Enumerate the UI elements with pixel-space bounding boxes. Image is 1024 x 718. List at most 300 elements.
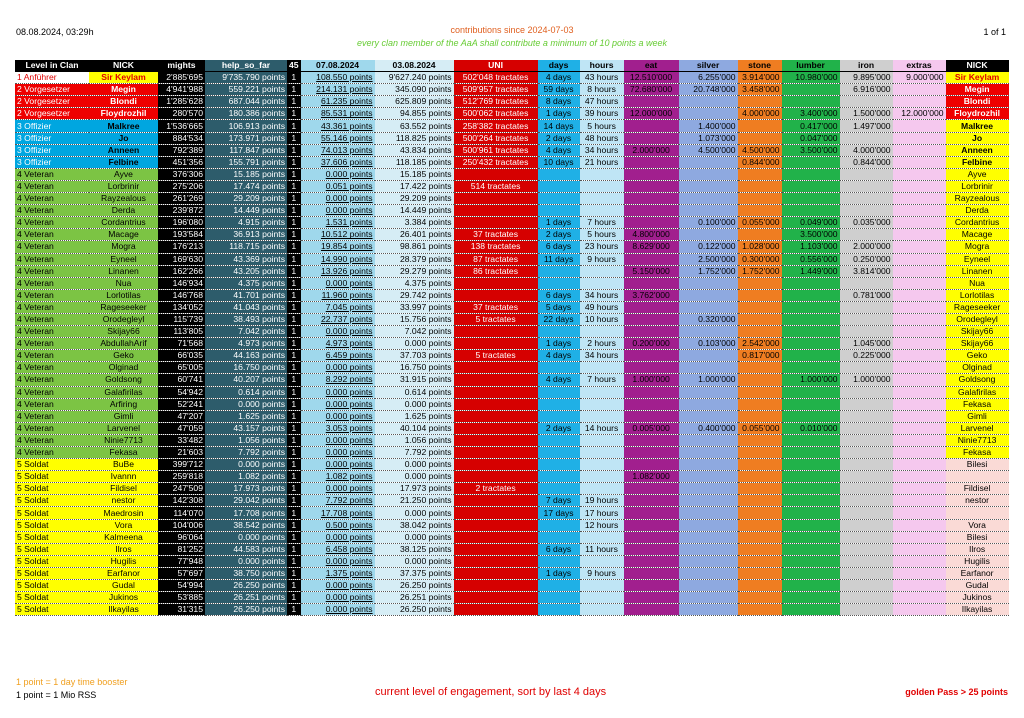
mights-cell: 146'768 [158,289,205,301]
stone-cell [738,495,782,507]
table-row [15,495,1009,507]
help-so-far-cell: 29.209 points [205,193,287,205]
mights-cell: 399'712 [158,459,205,471]
nick-cell: Lorlotilas [89,289,158,301]
stone-cell [738,168,782,180]
count-cell: 1 [287,592,301,604]
help-so-far-cell: 38.493 points [205,313,287,325]
extras-cell [893,241,946,253]
silver-cell [679,180,738,192]
eat-cell: 3.762'000 [624,289,679,301]
points-0308-cell: 28.379 points [375,253,454,265]
nick-cell: Rageseeker [89,301,158,313]
extras-cell: 12.000'000 [893,108,946,120]
uni-cell [454,362,538,374]
points-0708-cell: 7.792 points [301,495,375,507]
points-0308-cell: 63.552 points [375,120,454,132]
extras-cell [893,277,946,289]
points-0708-cell: 8.292 points [301,374,375,386]
extras-cell [893,180,946,192]
hours-cell: 34 hours [580,289,624,301]
nick-end-cell: Bilesi [946,531,1009,543]
help-so-far-cell: 43.369 points [205,253,287,265]
extras-cell [893,193,946,205]
stone-cell: 4.500'000 [738,144,782,156]
contributions-table [15,60,1009,616]
rank-cell: 4 Veteran [15,168,89,180]
help-so-far-cell: 44.163 points [205,350,287,362]
count-cell: 1 [287,84,301,96]
stone-cell [738,362,782,374]
nick-end-cell: Hugilis [946,555,1009,567]
rank-cell: 3 Offizier [15,156,89,168]
hours-cell [580,459,624,471]
uni-cell [454,277,538,289]
uni-cell [454,434,538,446]
iron-cell: 0.781'000 [840,289,893,301]
lumber-cell: 1.449'000 [782,265,840,277]
lumber-cell [782,459,840,471]
stone-cell [738,447,782,459]
days-cell [538,386,580,398]
table-row [15,386,1009,398]
nick-end-cell: Fildisel [946,483,1009,495]
points-0308-cell: 37.375 points [375,567,454,579]
stone-cell [738,193,782,205]
points-0708-cell: 0.000 points [301,205,375,217]
rank-cell: 2 Vorgesetzer [15,96,89,108]
nick-end-cell: Earfanor [946,567,1009,579]
uni-cell [454,289,538,301]
stone-cell [738,386,782,398]
uni-cell [454,580,538,592]
hours-cell [580,447,624,459]
points-0708-cell: 7.045 points [301,301,375,313]
points-0308-cell: 0.000 points [375,555,454,567]
count-cell: 1 [287,277,301,289]
stone-cell [738,604,782,616]
lumber-cell [782,483,840,495]
iron-cell [840,193,893,205]
silver-cell: 0.122'000 [679,241,738,253]
nick-cell: Linanen [89,265,158,277]
stone-cell [738,229,782,241]
hours-cell: 17 hours [580,507,624,519]
nick-end-cell: Felbine [946,156,1009,168]
header-cell: NICK [946,60,1009,72]
lumber-cell [782,205,840,217]
uni-cell [454,531,538,543]
lumber-cell [782,326,840,338]
days-cell [538,555,580,567]
points-0308-cell: 345.090 points [375,84,454,96]
iron-cell: 2.000'000 [840,241,893,253]
eat-cell [624,277,679,289]
points-0308-cell: 37.703 points [375,350,454,362]
count-cell: 1 [287,229,301,241]
rank-cell: 4 Veteran [15,217,89,229]
table-row [15,398,1009,410]
mights-cell: 31'315 [158,604,205,616]
eat-cell [624,326,679,338]
points-0308-cell: 29.279 points [375,265,454,277]
mights-cell: 47'059 [158,422,205,434]
help-so-far-cell: 687.044 points [205,96,287,108]
points-0708-cell: 0.500 points [301,519,375,531]
header-cell: 45 [289,60,299,71]
eat-cell [624,217,679,229]
points-0308-cell: 9'627.240 points [375,72,454,84]
rank-cell: 5 Soldat [15,507,89,519]
stone-cell: 0.300'000 [738,253,782,265]
points-0708-cell: 74.013 points [301,144,375,156]
points-0308-cell: 43.834 points [375,144,454,156]
silver-cell: 2.500'000 [679,253,738,265]
points-0308-cell: 16.750 points [375,362,454,374]
extras-cell [893,362,946,374]
lumber-cell [782,180,840,192]
nick-cell: Vora [89,519,158,531]
silver-cell [679,386,738,398]
extras-cell [893,386,946,398]
days-cell: 2 days [538,422,580,434]
points-0708-cell: 0.000 points [301,168,375,180]
eat-cell [624,580,679,592]
points-0708-cell: 61.235 points [301,96,375,108]
uni-cell: 514 tractates [454,180,538,192]
extras-cell [893,495,946,507]
days-cell [538,519,580,531]
days-cell: 6 days [538,241,580,253]
nick-cell: Cordantrius [89,217,158,229]
iron-cell [840,495,893,507]
eat-cell [624,483,679,495]
stone-cell: 3.458'000 [738,84,782,96]
stone-cell [738,180,782,192]
count-cell: 1 [287,313,301,325]
eat-cell [624,96,679,108]
points-0308-cell: 21.250 points [375,495,454,507]
count-cell: 1 [287,144,301,156]
stone-cell: 0.844'000 [738,156,782,168]
header-cell: Level in Clan [15,60,89,72]
count-cell: 1 [287,180,301,192]
points-0308-cell: 0.000 points [375,398,454,410]
mights-cell: 4'941'988 [158,84,205,96]
silver-cell [679,434,738,446]
nick-end-cell: Cordantrius [946,217,1009,229]
points-0308-cell: 3.384 points [375,217,454,229]
days-cell [538,483,580,495]
nick-cell: Larvenel [89,422,158,434]
help-so-far-cell: 106.913 points [205,120,287,132]
days-cell: 1 days [538,338,580,350]
table-row [15,374,1009,386]
uni-cell: 2 tractates [454,483,538,495]
uni-cell [454,374,538,386]
points-0308-cell: 26.250 points [375,580,454,592]
nick-end-cell: Megin [946,84,1009,96]
uni-cell [454,338,538,350]
nick-end-cell: Ayve [946,168,1009,180]
help-so-far-cell: 41.701 points [205,289,287,301]
hours-cell [580,592,624,604]
rank-cell: 4 Veteran [15,350,89,362]
header-cell: 03.08.2024 [375,60,454,72]
print-date: 08.08.2024, 03:29h [16,27,94,37]
header-cell: silver [679,60,738,72]
lumber-cell: 0.556'000 [782,253,840,265]
iron-cell: 3.814'000 [840,265,893,277]
count-cell: 1 [287,132,301,144]
stone-cell [738,96,782,108]
extras-cell [893,447,946,459]
uni-cell: 512'769 tractates [454,96,538,108]
stone-cell [738,289,782,301]
table-row [15,132,1009,144]
table-row [15,96,1009,108]
nick-end-cell: Skijay66 [946,338,1009,350]
extras-cell [893,253,946,265]
nick-end-cell: Geko [946,350,1009,362]
nick-end-cell: Fekasa [946,447,1009,459]
hours-cell: 7 hours [580,217,624,229]
rank-cell: 4 Veteran [15,180,89,192]
mights-cell: 47'207 [158,410,205,422]
points-0708-cell: 0.051 points [301,180,375,192]
help-so-far-cell: 15.185 points [205,168,287,180]
uni-cell [454,193,538,205]
days-cell [538,193,580,205]
hours-cell [580,555,624,567]
lumber-cell [782,507,840,519]
mights-cell: 247'509 [158,483,205,495]
points-0308-cell: 1.056 points [375,434,454,446]
rank-cell: 4 Veteran [15,434,89,446]
help-so-far-cell: 173.971 points [205,132,287,144]
rank-cell: 3 Offizier [15,120,89,132]
eat-cell [624,567,679,579]
days-cell [538,205,580,217]
hours-cell: 14 hours [580,422,624,434]
eat-cell [624,410,679,422]
points-0308-cell: 0.000 points [375,459,454,471]
points-0708-cell: 0.000 points [301,483,375,495]
iron-cell: 0.844'000 [840,156,893,168]
mights-cell: 142'308 [158,495,205,507]
uni-cell [454,205,538,217]
count-cell: 1 [287,555,301,567]
eat-cell [624,168,679,180]
points-0708-cell: 0.000 points [301,277,375,289]
help-so-far-cell: 7.042 points [205,326,287,338]
iron-cell [840,410,893,422]
help-so-far-cell: 117.847 points [205,144,287,156]
help-so-far-cell: 1.082 points [205,471,287,483]
mights-cell: 1'536'665 [158,120,205,132]
table-row [15,277,1009,289]
count-cell: 1 [287,567,301,579]
silver-cell [679,350,738,362]
nick-cell: Earfanor [89,567,158,579]
nick-end-cell: Skijay66 [946,326,1009,338]
eat-cell: 5.150'000 [624,265,679,277]
lumber-cell [782,410,840,422]
eat-cell [624,459,679,471]
rank-cell: 4 Veteran [15,398,89,410]
silver-cell [679,459,738,471]
count-cell: 1 [287,604,301,616]
table-row [15,241,1009,253]
nick-end-cell: Lorbrinir [946,180,1009,192]
lumber-cell [782,555,840,567]
hours-cell [580,604,624,616]
hours-cell: 8 hours [580,84,624,96]
points-0308-cell: 26.250 points [375,604,454,616]
nick-end-cell: Olginad [946,362,1009,374]
lumber-cell [782,434,840,446]
table-header [15,60,1009,72]
nick-cell: Felbine [89,156,158,168]
silver-cell: 0.100'000 [679,217,738,229]
silver-cell [679,96,738,108]
extras-cell [893,132,946,144]
eat-cell [624,350,679,362]
extras-cell: 9.000'000 [893,72,946,84]
extras-cell [893,434,946,446]
days-cell: 59 days [538,84,580,96]
uni-cell [454,604,538,616]
table-row [15,507,1009,519]
points-0308-cell: 0.000 points [375,507,454,519]
uni-cell [454,459,538,471]
uni-cell [454,495,538,507]
silver-cell [679,277,738,289]
extras-cell [893,507,946,519]
points-0708-cell: 1.375 points [301,567,375,579]
footer-booster-note: 1 point = 1 day time booster [16,677,128,687]
count-cell: 1 [287,326,301,338]
rank-cell: 5 Soldat [15,567,89,579]
extras-cell [893,398,946,410]
lumber-cell [782,531,840,543]
help-so-far-cell: 17.708 points [205,507,287,519]
days-cell [538,277,580,289]
extras-cell [893,555,946,567]
hours-cell [580,580,624,592]
extras-cell [893,144,946,156]
table-row [15,434,1009,446]
points-0708-cell: 6.458 points [301,543,375,555]
table-row [15,567,1009,579]
nick-cell: Ivannn [89,471,158,483]
nick-cell: nestor [89,495,158,507]
stone-cell [738,326,782,338]
days-cell [538,410,580,422]
silver-cell [679,531,738,543]
silver-cell: 6.255'000 [679,72,738,84]
hours-cell [580,434,624,446]
stone-cell [738,507,782,519]
count-cell: 1 [287,459,301,471]
table-row [15,229,1009,241]
uni-cell [454,471,538,483]
days-cell: 6 days [538,543,580,555]
nick-cell: Gimli [89,410,158,422]
points-0708-cell: 0.000 points [301,592,375,604]
rank-cell: 5 Soldat [15,604,89,616]
eat-cell [624,555,679,567]
table-row [15,84,1009,96]
eat-cell: 1.082'000 [624,471,679,483]
stone-cell [738,483,782,495]
help-so-far-cell: 17.973 points [205,483,287,495]
mights-cell: 193'584 [158,229,205,241]
silver-cell [679,604,738,616]
table-row [15,72,1009,84]
iron-cell [840,555,893,567]
hours-cell: 39 hours [580,108,624,120]
eat-cell [624,120,679,132]
count-cell: 1 [287,72,301,84]
iron-cell [840,604,893,616]
count-cell: 1 [287,253,301,265]
stone-cell: 3.914'000 [738,72,782,84]
nick-cell: Fildisel [89,483,158,495]
rank-cell: 4 Veteran [15,313,89,325]
points-0308-cell: 0.000 points [375,471,454,483]
days-cell [538,580,580,592]
extras-cell [893,604,946,616]
stone-cell [738,580,782,592]
iron-cell [840,543,893,555]
mights-cell: 259'818 [158,471,205,483]
rank-cell: 4 Veteran [15,229,89,241]
nick-end-cell: Orodegleyl [946,313,1009,325]
iron-cell [840,447,893,459]
mights-cell: 280'570 [158,108,205,120]
silver-cell [679,168,738,180]
nick-cell: Megin [89,84,158,96]
count-cell: 1 [287,410,301,422]
table-row [15,471,1009,483]
stone-cell [738,555,782,567]
hours-cell: 7 hours [580,374,624,386]
table-row [15,531,1009,543]
silver-cell: 1.073'000 [679,132,738,144]
extras-cell [893,205,946,217]
points-0708-cell: 11.960 points [301,289,375,301]
nick-cell: Fekasa [89,447,158,459]
lumber-cell [782,567,840,579]
iron-cell: 1.000'000 [840,374,893,386]
points-0708-cell: 13.926 points [301,265,375,277]
nick-cell: Arfiring [89,398,158,410]
iron-cell [840,96,893,108]
table-row [15,205,1009,217]
count-cell: 1 [287,338,301,350]
points-0708-cell: 0.000 points [301,555,375,567]
mights-cell: 65'005 [158,362,205,374]
points-0708-cell: 6.459 points [301,350,375,362]
uni-cell [454,567,538,579]
header-cell: hours [580,60,624,72]
help-so-far-cell: 0.000 points [205,555,287,567]
table-row [15,120,1009,132]
points-0708-cell: 0.000 points [301,386,375,398]
hours-cell [580,362,624,374]
days-cell: 8 days [538,96,580,108]
